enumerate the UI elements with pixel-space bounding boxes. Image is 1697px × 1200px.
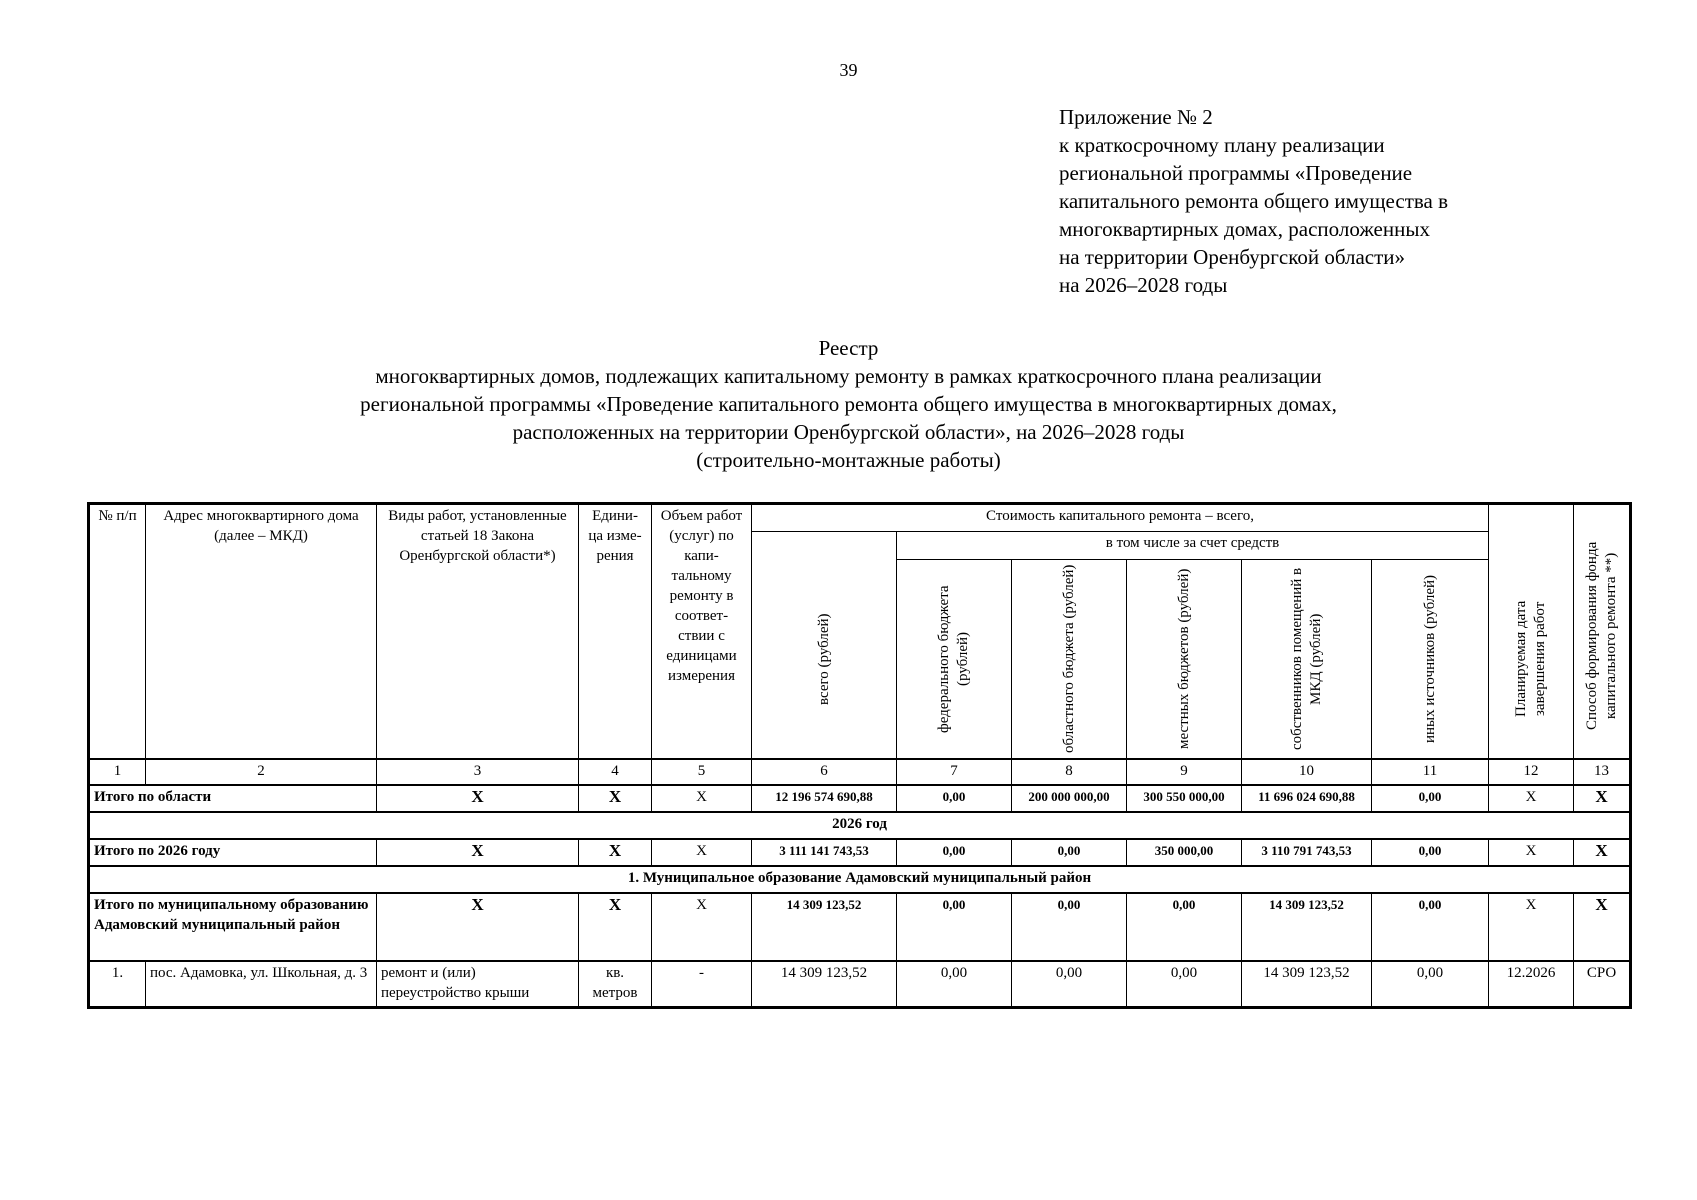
row-local: 0,00: [1127, 961, 1242, 1007]
column-number: 3: [377, 759, 579, 785]
appendix-line: региональной программы «Проведение: [1059, 161, 1413, 185]
header-local: [1127, 560, 1242, 760]
total-region-works: X: [377, 785, 579, 812]
header-other: [1372, 560, 1489, 760]
total-municipality-date: X: [1489, 893, 1574, 961]
row-total: 14 309 123,52: [752, 961, 897, 1007]
total-region-unit: X: [579, 785, 652, 812]
header-fund-method: [1574, 504, 1631, 760]
total-region-total: 12 196 574 690,88: [752, 785, 897, 812]
column-number: 2: [146, 759, 377, 785]
total-year-federal: 0,00: [897, 839, 1012, 866]
total-municipality-local: 0,00: [1127, 893, 1242, 961]
total-year-works: X: [377, 839, 579, 866]
header-address: Адрес многоквартирного дома (далее – МКД): [146, 504, 377, 760]
total-year-local: 350 000,00: [1127, 839, 1242, 866]
register-table: [87, 502, 1632, 1009]
header-regional-text: областного бюджета (рублей): [1060, 564, 1077, 754]
row-date: 12.2026: [1489, 961, 1574, 1007]
total-municipality-method: X: [1574, 893, 1631, 961]
row-address: пос. Адамовка, ул. Школьная, д. 3: [146, 961, 377, 1007]
row-num: 1.: [89, 961, 146, 1007]
appendix-line: к краткосрочному плану реализации: [1059, 133, 1385, 157]
column-number: 6: [752, 759, 897, 785]
page-number: 39: [839, 60, 858, 80]
total-region-volume: X: [652, 785, 752, 812]
total-year-regional: 0,00: [1012, 839, 1127, 866]
total-region-label: Итого по области: [89, 785, 377, 812]
total-year-total: 3 111 141 743,53: [752, 839, 897, 866]
header-total: [752, 532, 897, 760]
title-line: расположенных на территории Оренбургской области», на 2026–2028 годы: [512, 420, 1185, 444]
table-row-total-region: [89, 785, 1631, 812]
row-unit: кв. метров: [579, 961, 652, 1007]
column-number: 11: [1372, 759, 1489, 785]
column-number: 5: [652, 759, 752, 785]
row-works: ремонт и (или) переустройство крыши: [377, 961, 579, 1007]
total-year-volume: X: [652, 839, 752, 866]
document-title: [0, 334, 1697, 474]
header-regional: [1012, 560, 1127, 760]
row-regional: 0,00: [1012, 961, 1127, 1007]
total-region-local: 300 550 000,00: [1127, 785, 1242, 812]
total-municipality-label: Итого по муниципальному образованию Адамовский муниципальный район: [89, 893, 377, 961]
row-volume: -: [652, 961, 752, 1007]
total-municipality-volume: X: [652, 893, 752, 961]
header-unit: Едини- ца изме- рения: [579, 504, 652, 760]
title-line: многоквартирных домов, подлежащих капитальному ремонту в рамках краткосрочного плана реализации: [375, 364, 1322, 388]
total-municipality-unit: X: [579, 893, 652, 961]
total-region-method: X: [1574, 785, 1631, 812]
total-year-owners: 3 110 791 743,53: [1242, 839, 1372, 866]
row-owners: 14 309 123,52: [1242, 961, 1372, 1007]
appendix-line: Приложение № 2: [1059, 105, 1213, 129]
appendix-line: капитального ремонта общего имущества в: [1059, 189, 1449, 213]
column-number: 7: [897, 759, 1012, 785]
municipality-header: 1. Муниципальное образование Адамовский муниципальный район: [89, 866, 1631, 893]
title-line: (строительно-монтажные работы): [696, 448, 1001, 472]
header-cost-group: Стоимость капитального ремонта – всего,: [752, 504, 1489, 532]
appendix-line: многоквартирных домах, расположенных: [1059, 217, 1430, 241]
header-volume: Объем работ (услуг) по капи- тальному ремонту в соответ- ствии с единицами измерения: [652, 504, 752, 760]
total-region-federal: 0,00: [897, 785, 1012, 812]
header-fund-method-text: Способ формирования фонда капитального ремонта **): [1583, 541, 1619, 731]
total-municipality-federal: 0,00: [897, 893, 1012, 961]
title-line: Реестр: [818, 336, 879, 360]
appendix-block: [1059, 103, 1579, 299]
table-row-total-municipality: [89, 893, 1631, 961]
total-municipality-regional: 0,00: [1012, 893, 1127, 961]
header-incl-group: в том числе за счет средств: [897, 532, 1489, 560]
appendix-line: на 2026–2028 годы: [1059, 273, 1228, 297]
column-number: 13: [1574, 759, 1631, 785]
total-region-other: 0,00: [1372, 785, 1489, 812]
header-local-text: местных бюджетов (рублей): [1175, 568, 1192, 750]
total-region-regional: 200 000 000,00: [1012, 785, 1127, 812]
column-number: 8: [1012, 759, 1127, 785]
header-num: № п/п: [89, 504, 146, 760]
total-municipality-owners: 14 309 123,52: [1242, 893, 1372, 961]
column-number: 12: [1489, 759, 1574, 785]
total-municipality-works: X: [377, 893, 579, 961]
total-region-date: X: [1489, 785, 1574, 812]
table-row: [89, 961, 1631, 1007]
row-method: СРО: [1574, 961, 1631, 1007]
header-owners-text: собственников помещений в МКД (рублей): [1288, 567, 1324, 751]
header-works: Виды работ, установленные статьей 18 Закона Оренбургской области*): [377, 504, 579, 760]
year-header: 2026 год: [89, 812, 1631, 839]
total-municipality-other: 0,00: [1372, 893, 1489, 961]
total-municipality-total: 14 309 123,52: [752, 893, 897, 961]
header-federal: [897, 560, 1012, 760]
header-total-text: всего (рублей): [815, 613, 832, 705]
appendix-line: на территории Оренбургской области»: [1059, 245, 1406, 269]
total-year-label: Итого по 2026 году: [89, 839, 377, 866]
total-year-method: X: [1574, 839, 1631, 866]
total-year-other: 0,00: [1372, 839, 1489, 866]
column-number: 9: [1127, 759, 1242, 785]
header-federal-text: федерального бюджета (рублей): [936, 585, 971, 733]
column-number: 4: [579, 759, 652, 785]
row-federal: 0,00: [897, 961, 1012, 1007]
header-planned-date: [1489, 504, 1574, 760]
total-year-unit: X: [579, 839, 652, 866]
column-number: 1: [89, 759, 146, 785]
header-planned-date-text: Планируемая дата завершения работ: [1513, 600, 1549, 718]
row-other: 0,00: [1372, 961, 1489, 1007]
column-number: 10: [1242, 759, 1372, 785]
total-region-owners: 11 696 024 690,88: [1242, 785, 1372, 812]
header-other-text: иных источников (рублей): [1421, 574, 1438, 744]
table-row-total-year: [89, 839, 1631, 866]
title-line: региональной программы «Проведение капитального ремонта общего имущества в многоквартирных домах,: [360, 392, 1337, 416]
total-year-date: X: [1489, 839, 1574, 866]
header-owners: [1242, 560, 1372, 760]
